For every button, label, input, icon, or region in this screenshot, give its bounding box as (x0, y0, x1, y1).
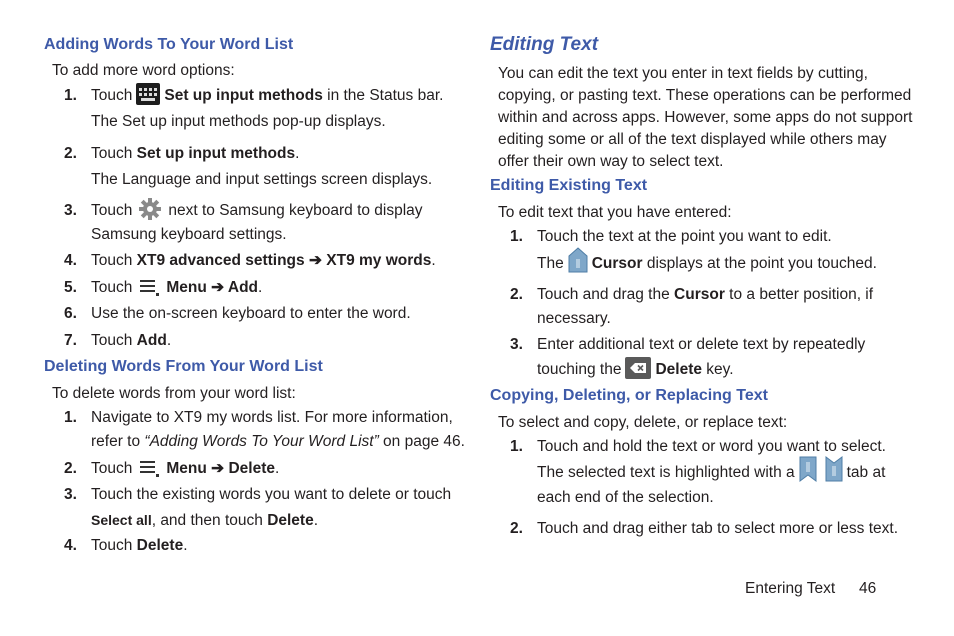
step-c2-text: Touch and drag either tab to select more or less text. (537, 520, 898, 537)
adding-intro: To add more word options: (52, 62, 235, 79)
step-a7-text: Touch Add. (91, 332, 172, 349)
footer-page-number: 46 (859, 580, 877, 597)
step-e3: 3. (510, 336, 523, 353)
step-e3-text: Enter additional text or delete text by repeatedly (537, 336, 866, 353)
step-a1-text: Touch Set up input methods in the Status bar. (91, 86, 443, 106)
step-a4-text: Touch XT9 advanced settings ➔ XT9 my words. (91, 252, 436, 269)
cursor-icon (568, 247, 588, 273)
step-a3-cont: Samsung keyboard settings. (91, 226, 287, 243)
step-d1-cont: refer to “Adding Words To Your Word List” on page 46. (91, 433, 465, 450)
selection-tab-icon (825, 456, 843, 482)
step-e1: 1. (510, 228, 523, 245)
step-d2-text: Touch Menu ➔ Delete. (91, 459, 279, 479)
step-a5-text: Touch Menu ➔ Add. (91, 278, 262, 298)
step-a2-sub: The Language and input settings screen displays. (91, 171, 433, 188)
menu-icon (138, 457, 160, 477)
delete-key-icon (625, 357, 651, 379)
heading-editing-existing: Editing Existing Text (490, 177, 648, 194)
step-d1-text: Navigate to XT9 my words list. For more information, (91, 409, 453, 426)
menu-icon (138, 276, 160, 296)
step-a3: 3. (64, 202, 77, 219)
step-d3: 3. (64, 486, 77, 503)
step-a1: 1. (64, 87, 77, 104)
step-d4-text: Touch Delete. (91, 537, 188, 554)
step-c1-text: Touch and hold the text or word you want to select. (537, 438, 886, 455)
step-c1: 1. (510, 438, 523, 455)
footer-section: Entering Text (745, 580, 836, 597)
step-d4: 4. (64, 537, 77, 554)
keyboard-icon (136, 83, 160, 105)
gear-icon (138, 197, 162, 221)
step-c1-sub: The selected text is highlighted with a tab at (537, 463, 885, 483)
intro-line-5: offer their own way to select text. (498, 153, 724, 170)
heading-deleting-words: Deleting Words From Your Word List (44, 358, 323, 375)
step-c2: 2. (510, 520, 523, 537)
intro-line-4: editing some or all of the text displayed while others may (498, 131, 887, 148)
step-e2: 2. (510, 286, 523, 303)
step-a6-text: Use the on-screen keyboard to enter the word. (91, 305, 411, 322)
step-d3-text: Touch the existing words you want to delete or touch (91, 486, 452, 503)
step-a2-text: Touch Set up input methods. (91, 145, 300, 162)
step-c1-cont: each end of the selection. (537, 489, 714, 506)
step-d3-cont: Select all, and then touch Delete. (91, 512, 319, 529)
step-d2: 2. (64, 460, 77, 477)
heading-editing-text: Editing Text (490, 34, 599, 55)
step-d1: 1. (64, 409, 77, 426)
copying-intro: To select and copy, delete, or replace text: (498, 414, 788, 431)
step-e1-text: Touch the text at the point you want to edit. (537, 228, 832, 245)
heading-adding-words: Adding Words To Your Word List (44, 36, 294, 53)
step-a7: 7. (64, 332, 77, 349)
step-a6: 6. (64, 305, 77, 322)
step-e2-cont: necessary. (537, 310, 611, 327)
step-a5: 5. (64, 279, 77, 296)
deleting-intro: To delete words from your word list: (52, 385, 296, 402)
intro-line-3: within and across apps. However, some apps do not support (498, 109, 913, 126)
heading-copying: Copying, Deleting, or Replacing Text (490, 387, 768, 404)
step-e1-sub: The Cursor displays at the point you touched. (537, 254, 877, 274)
existing-intro: To edit text that you have entered: (498, 204, 732, 221)
step-e3-cont: touching the Delete key. (537, 360, 734, 380)
step-a4: 4. (64, 252, 77, 269)
step-a2: 2. (64, 145, 77, 162)
step-a3-text: Touch next to Samsung keyboard to display (91, 201, 423, 221)
selection-tab-icon (799, 456, 817, 482)
intro-line-1: You can edit the text you enter in text fields by cutting, (498, 65, 868, 82)
step-e2-text: Touch and drag the Cursor to a better position, if (537, 286, 874, 303)
intro-line-2: copying, or pasting text. These operations can be performed (498, 87, 912, 104)
step-a1-sub: The Set up input methods pop-up displays. (91, 113, 386, 130)
